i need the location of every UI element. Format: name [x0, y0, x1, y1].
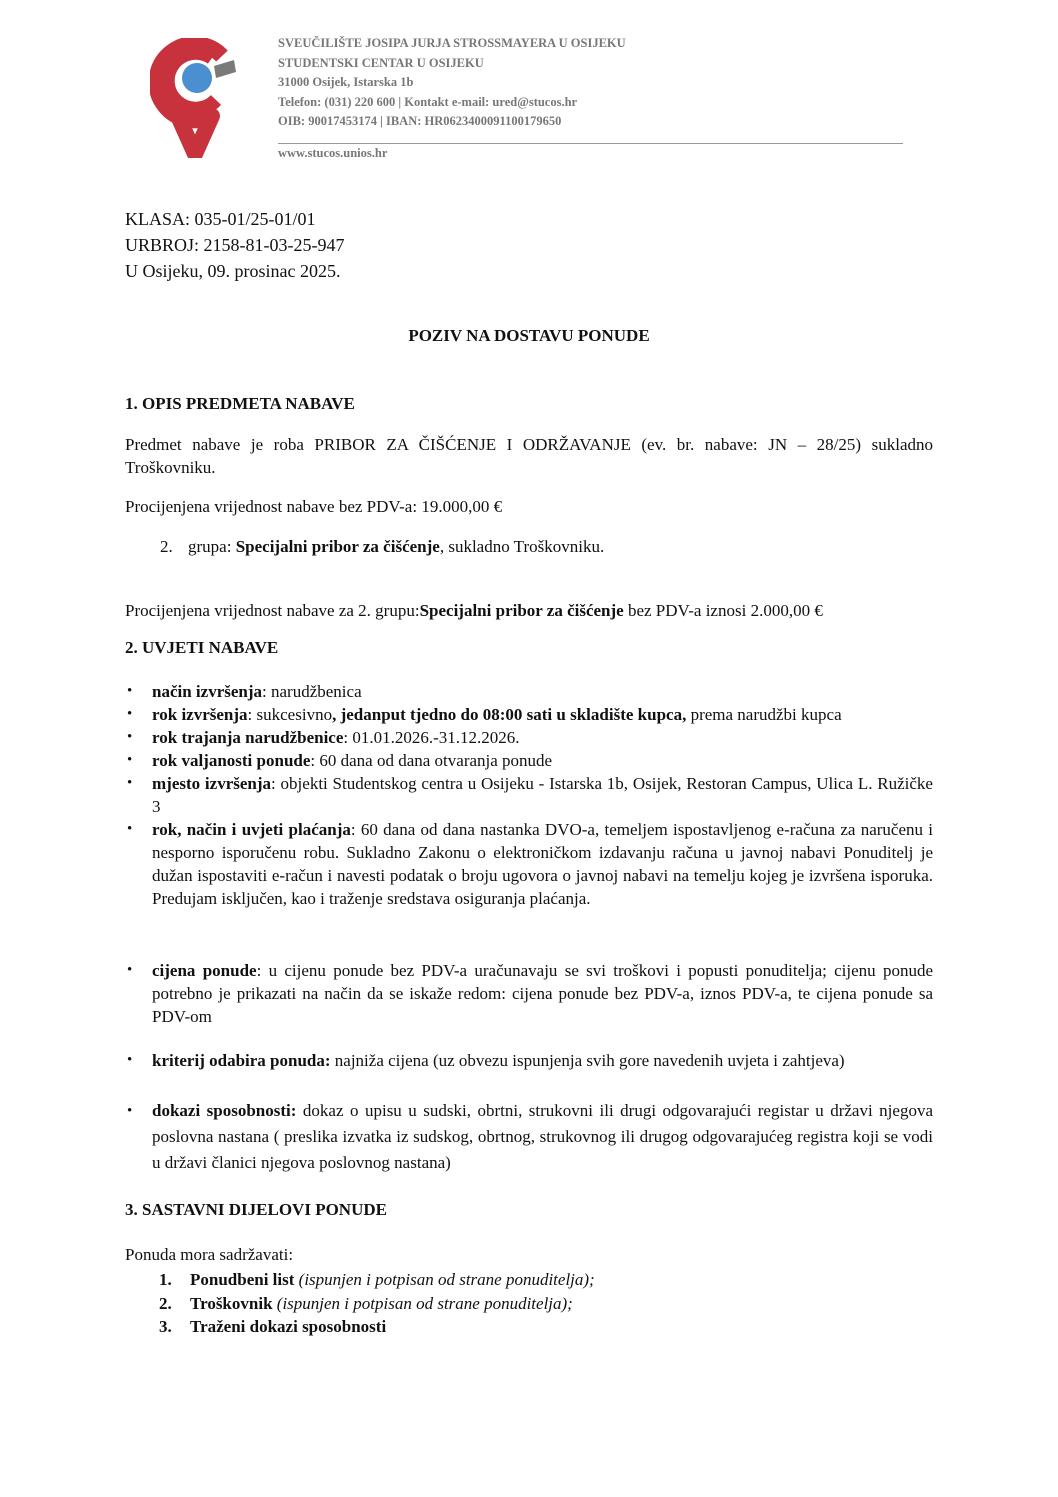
text: : objekti Studentskog centra u Osijeku - Istarska 1b, Osijek, Restoran Campus, Ulica L. Ružičke 3	[152, 774, 933, 816]
group-value-name: Specijalni pribor za čišćenje	[419, 601, 624, 620]
label: rok trajanja narudžbenice	[152, 728, 344, 747]
conditions-list-b	[125, 959, 933, 1028]
text: : u cijenu ponude bez PDV-a uračunavaju se svi troškovi i popusti ponuditelja; cijenu ponude potrebno je prikazati na način da se iskaže redom: cijena ponude bez PDV-a, iznos PDV-a, te cijena ponude sa PDV-om	[152, 961, 934, 1026]
header-center: STUDENTSKI CENTAR U OSIJEKU	[278, 55, 484, 70]
item-name: Troškovnik	[190, 1293, 273, 1313]
label: rok, način i uvjeti plaćanja	[152, 820, 351, 839]
list-item	[150, 1315, 595, 1339]
group-value-post: bez PDV-a iznosi 2.000,00 €	[623, 601, 823, 620]
section2-heading: 2. UVJETI NABAVE	[125, 638, 279, 657]
group-post: , sukladno Troškovniku.	[439, 537, 605, 556]
label: rok izvršenja	[152, 705, 248, 724]
label: cijena ponude	[152, 961, 257, 980]
condition-criteria	[125, 1049, 933, 1072]
text: : 60 dana od dana otvaranja ponude	[310, 751, 553, 770]
section1-heading: 1. OPIS PREDMETA NABAVE	[125, 394, 355, 413]
document-date: U Osijeku, 09. prosinac 2025.	[125, 261, 341, 281]
item-number: 3.	[159, 1317, 172, 1336]
header-website: www.stucos.unios.hr	[278, 146, 388, 160]
section3-intro: Ponuda mora sadržavati:	[125, 1245, 294, 1264]
conditions-list-d	[125, 1098, 933, 1176]
header-address: 31000 Osijek, Istarska 1b	[278, 75, 414, 89]
conditions-list-c	[125, 1049, 933, 1072]
label: način izvršenja	[152, 682, 263, 701]
label: dokazi sposobnosti:	[152, 1101, 297, 1120]
label: rok valjanosti ponude	[152, 751, 311, 770]
condition-execution-deadline	[125, 703, 933, 726]
required-parts-list	[150, 1268, 595, 1339]
item-number: 1.	[159, 1270, 172, 1289]
condition-payment	[125, 818, 933, 910]
header-contact: Telefon: (031) 220 600 | Kontakt e-mail: ured@stucos.hr	[278, 94, 578, 109]
section1-subject: Predmet nabave je roba PRIBOR ZA ČIŠĆENJE I ODRŽAVANJE (ev. br. nabave: JN – 28/25) sukladno Troškovniku.	[125, 435, 933, 477]
text: : 60 dana od dana nastanka DVO-a, temeljem ispostavljenog e-računa za naručenu i nesporno isporučenu robu. Sukladno Zakonu o elektroničkom izdavanju računa u javnoj nabavi Ponuditelj je dužan ispostaviti e-račun i navesti podatak o broju ugovora o javnoj nabavi na temelju kojeg je izvršena isporuka. Predujam isključen, kao i traženje sredstava osiguranja plaćanja.	[152, 820, 933, 908]
section3-heading: 3. SASTAVNI DIJELOVI PONUDE	[125, 1200, 387, 1219]
condition-order-duration	[125, 726, 933, 749]
list-item	[150, 1268, 595, 1292]
group-value-pre: Procijenjena vrijednost nabave za 2. grupu:	[125, 601, 420, 620]
stucos-logo-icon	[150, 38, 240, 158]
institution-header	[278, 34, 626, 132]
condition-execution-method	[125, 680, 933, 703]
text-tail: prema narudžbi kupca	[686, 705, 842, 724]
text: : narudžbenica	[262, 682, 362, 701]
list-item	[150, 1292, 595, 1316]
item-note: (ispunjen i potpisan od strane ponuditelja);	[294, 1270, 595, 1289]
group-number: 2.	[160, 537, 173, 556]
label: kriterij odabira ponuda:	[152, 1051, 331, 1070]
document-meta	[125, 206, 345, 284]
text: : 01.01.2026.-31.12.2026.	[343, 728, 520, 747]
condition-price	[125, 959, 933, 1028]
text: najniža cijena (uz obvezu ispunjenja svih gore navedenih uvjeta i zahtjeva)	[330, 1051, 845, 1070]
header-oib-iban: OIB: 90017453174 | IBAN: HR0623400091100179650	[278, 114, 562, 128]
item-note: (ispunjen i potpisan od strane ponuditelja);	[272, 1293, 573, 1313]
condition-place	[125, 772, 933, 818]
group-name: Specijalni pribor za čišćenje	[235, 537, 440, 556]
header-university: SVEUČILIŠTE JOSIPA JURJA STROSSMAYERA U OSIJEKU	[278, 36, 626, 50]
urbroj: URBROJ: 2158-81-03-25-947	[125, 235, 345, 255]
group-pre: grupa:	[188, 537, 236, 556]
label: mjesto izvršenja	[152, 774, 272, 793]
item-name: Traženi dokazi sposobnosti	[190, 1317, 387, 1336]
condition-offer-validity	[125, 749, 933, 772]
text-bold: , jedanput tjedno do 08:00 sati u skladište kupca,	[332, 705, 687, 724]
klasa: KLASA: 035-01/25-01/01	[125, 209, 316, 229]
conditions-list-a	[125, 680, 933, 910]
document-title: POZIV NA DOSTAVU PONUDE	[408, 326, 650, 345]
text: : sukcesivno	[247, 705, 333, 724]
item-number: 2.	[159, 1293, 172, 1313]
header-divider	[278, 143, 903, 144]
item-name: Ponudbeni list	[190, 1270, 295, 1289]
section1-estimated-value: Procijenjena vrijednost nabave bez PDV-a: 19.000,00 €	[125, 497, 503, 516]
condition-capability-proof	[125, 1098, 933, 1176]
group-estimated-value	[125, 599, 933, 622]
group-item	[160, 537, 604, 557]
text: dokaz o upisu u sudski, obrtni, strukovni ili drugi odgovarajući registar u državi njegova poslovna nastana ( preslika izvatka iz sudskog, obrtnog, strukovnog ili drugog odgovarajućeg registra koji se vodi u državi članici njegova poslovnog nastana)	[152, 1101, 933, 1172]
